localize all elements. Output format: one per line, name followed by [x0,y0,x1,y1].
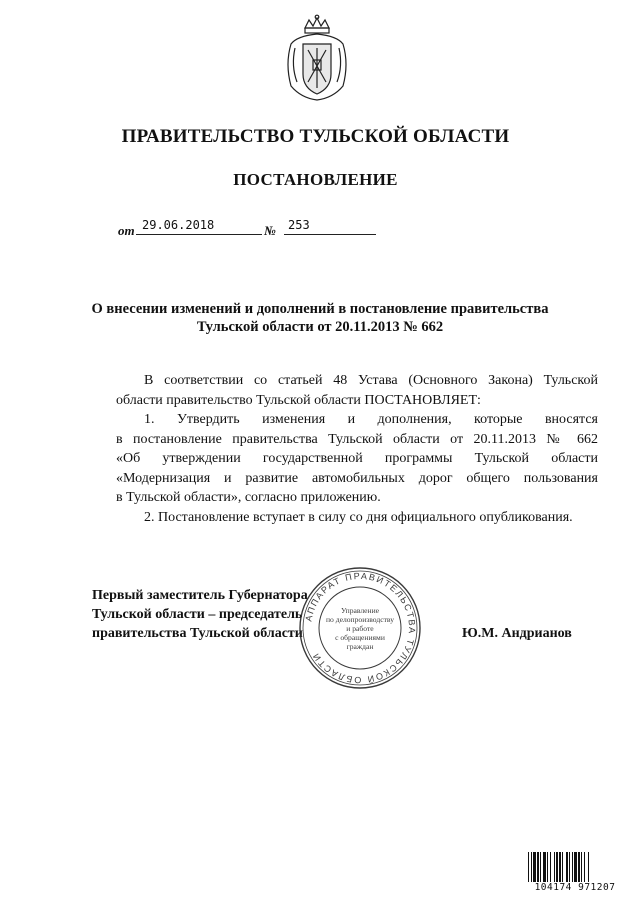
stamp-center-line: с обращениями [335,633,385,642]
barcode-bar [537,852,539,882]
document-heading [60,300,580,336]
registration-line [118,218,388,238]
heading-line: О внесении изменений и дополнений в постановление правительства [91,301,549,317]
barcode-bar [581,852,582,882]
barcode-number: 104174 971207 [527,882,623,893]
document-type: ПОСТАНОВЛЕНИЕ [233,170,398,189]
barcode-bar [540,852,541,882]
number-label: № [264,223,276,238]
organization-title: ПРАВИТЕЛЬСТВО ТУЛЬСКОЙ ОБЛАСТИ [121,126,510,147]
official-stamp [298,566,422,690]
barcode-bar [562,852,563,882]
body-line: В соответствии со статьей 48 Устава (Основного Закона) Тульской [144,373,598,388]
signer-position-line: Первый заместитель Губернатора [92,588,308,603]
signer-position-line: правительства Тульской области [92,626,303,641]
body-line: «Модернизация и развитие автомобильных дорог общего пользования [116,470,598,486]
coat-of-arms-icon [281,14,353,102]
stamp-center-line: Управление [340,606,380,615]
document-date: 29.06.2018 [136,218,262,235]
signer-name: Ю.М. Андрианов [462,626,572,641]
barcode-bar [574,852,577,882]
stamp-center-line: и работе [346,624,374,633]
barcode-bar [569,852,570,882]
body-line: 1. Утвердить изменения и дополнения, которые вносятся [144,412,598,427]
barcode-bar [531,852,532,882]
barcode-bar [543,852,546,882]
body-line: в постановление правительства Тульской области от 20.11.2013 № 662 [116,431,598,447]
barcode-bar [584,852,585,882]
barcode-bar [566,852,568,882]
body-line: 2. Постановление вступает в силу со дня официального опубликования. [144,509,573,525]
barcode-bar [550,852,551,882]
barcode-bar [547,852,548,882]
barcode-bar [572,852,573,882]
barcode-bar [588,852,589,882]
stamp-ring-text: АППАРАТ ПРАВИТЕЛЬСТВА ТУЛЬСКОЙ ОБЛАСТИ [303,570,418,686]
barcode-bar [528,852,529,882]
barcode-bar [559,852,561,882]
stamp-center-line: по делопроизводству [325,615,395,624]
stamp-center-line: граждан [346,642,374,651]
body-line: области правительство Тульской области ПОСТАНОВЛЯЕТ: [116,392,481,408]
document-number: 253 [284,218,376,235]
barcode-bar [533,852,536,882]
barcode-bar [556,852,558,882]
date-label: от [118,223,135,238]
barcode-bar [578,852,580,882]
body-line: в Тульской области», согласно приложению. [116,490,381,505]
signer-position [92,586,308,643]
barcode-bar [554,852,555,882]
document-body [116,371,598,527]
body-line: «Об утверждении государственной программы Тульской области [116,451,598,466]
signer-position-line: Тульской области – председатель [92,607,303,622]
heading-line: Тульской области от 20.11.2013 № 662 [196,319,444,335]
